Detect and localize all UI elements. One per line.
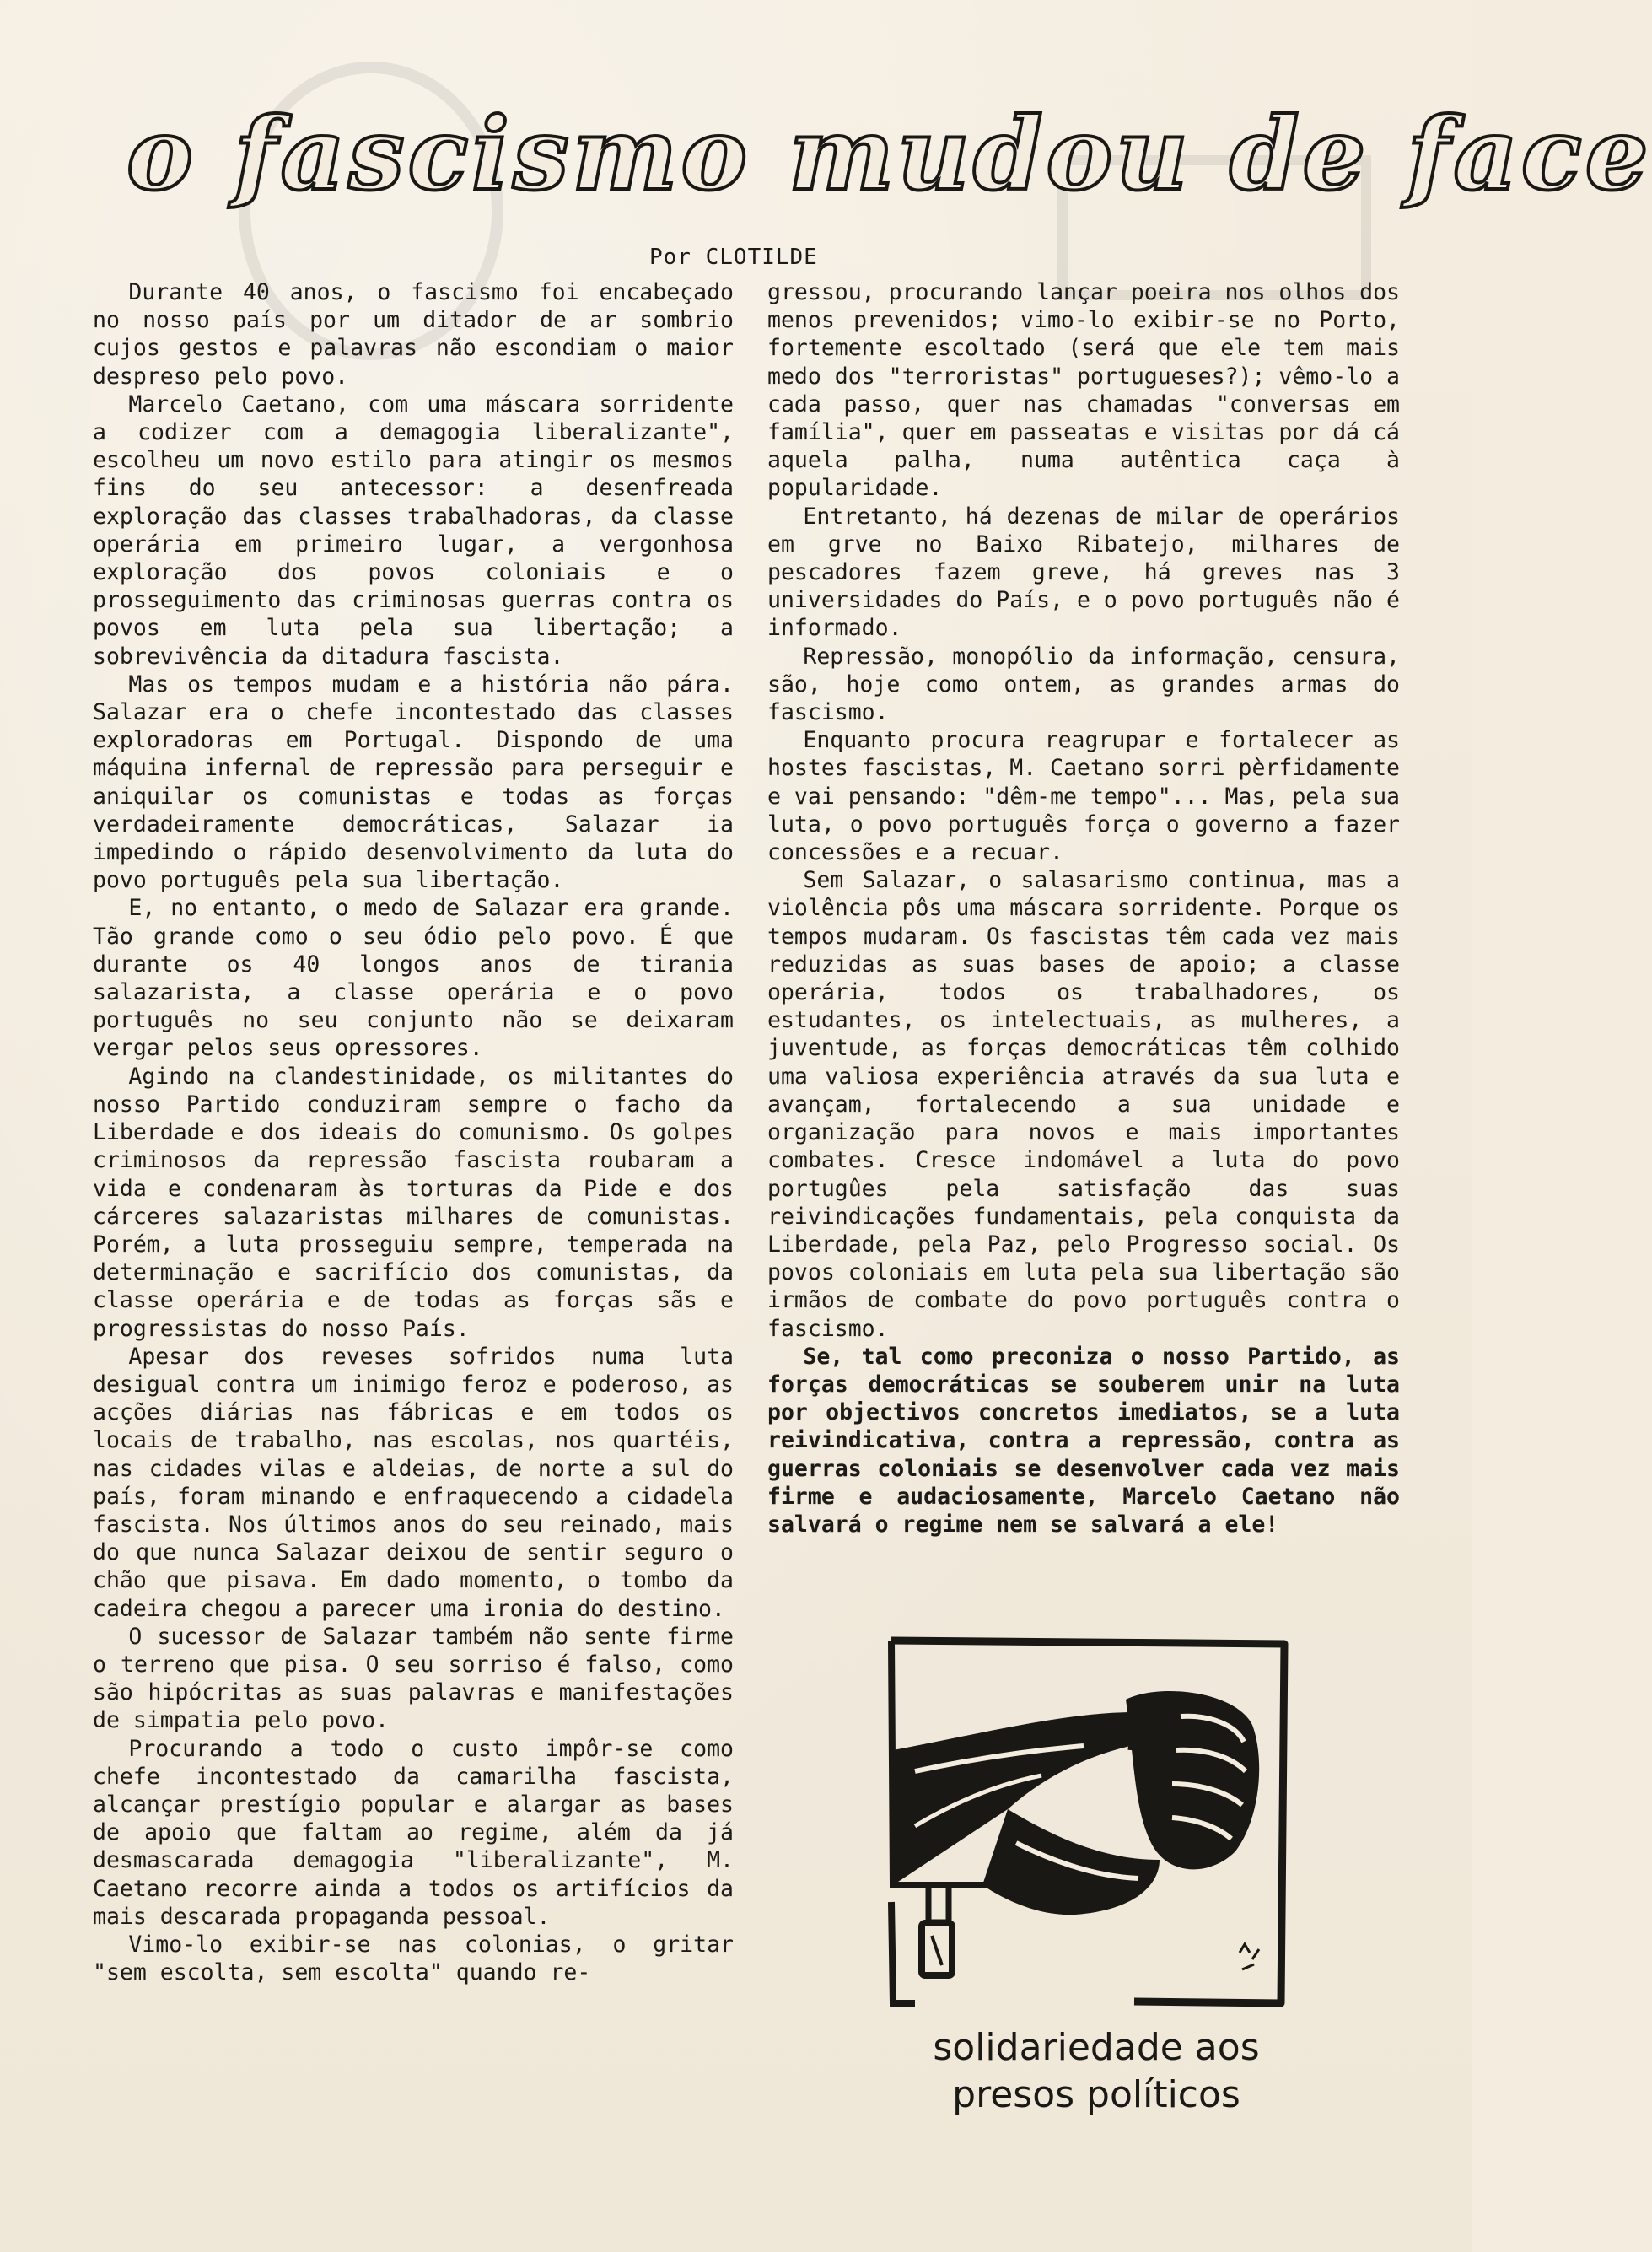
caption-line: solidariedade aos	[933, 2026, 1260, 2069]
paragraph: O sucessor de Salazar também não sente firme o terreno que pisa. O seu sorriso é falso, como são hipócritas as suas palavras e manifestações de simpatia pelo povo.	[93, 1623, 734, 1734]
right-column	[767, 278, 1400, 1538]
paragraph: Mas os tempos mudam e a história não pára. Salazar era o chefe incontestado das classes exploradoras em Portugal. Dispondo de uma máquina infernal de repressão para perseguir e aniquilar os comunistas e todas as forças verdadeiramente democráticas, Salazar ia impedindo o rápido desenvolvimento da luta do povo português pela sua libertação.	[93, 671, 734, 894]
paragraph: Marcelo Caetano, com uma máscara sorridente a codizer com a demagogia liberalizante", escolheu um novo estilo para atingir os mesmos fins do seu antecessor: a desenfreada exploração das classes trabalhadoras, da classe operária em primeiro lugar, a vergonhosa exploração dos povos coloniais e o prosseguimento das criminosas guerras contra os povos em luta pela sua libertação; a sobrevivência da ditadura fascista.	[93, 391, 734, 670]
paragraph: E, no entanto, o medo de Salazar era grande. Tão grande como o seu ódio pelo povo. É que durante os 40 longos anos de tirania salazarista, a classe operária e o povo português no seu conjunto não se deixaram vergar pelos seus opressores.	[93, 895, 734, 1062]
paragraph: Entretanto, há dezenas de milar de operários em grve no Baixo Ribatejo, milhares de pescadores fazem greve, há greves nas 3 universidades do País, e o povo português não é informado.	[767, 503, 1400, 642]
illustration-caption	[877, 2024, 1316, 2119]
caption-line: presos políticos	[952, 2073, 1240, 2116]
paragraph: Vimo-lo exibir-se nas colonias, o gritar "sem escolta, sem escolta" quando re-	[93, 1931, 734, 1986]
paragraph: Repressão, monopólio da informação, censura, são, hoje como ontem, as grandes armas do fascismo.	[767, 643, 1400, 726]
fist-breaking-chain-icon	[881, 1632, 1294, 2012]
solidarity-illustration	[881, 1632, 1294, 2012]
left-column	[93, 278, 734, 1986]
paragraph: Durante 40 anos, o fascismo foi encabeçado no nosso país por um ditador de ar sombrio cujos gestos e palavras não escondiam o maior despreso pelo povo.	[93, 279, 734, 390]
paragraph: gressou, procurando lançar poeira nos olhos dos menos prevenidos; vimo-lo exibir-se no Porto, fortemente escoltado (será que ele tem mais medo dos "terroristas" portugueses?); vêmo-lo a cada passo, quer nas chamadas "conversas em família", quer em passeatas e visitas por dá cá aquela palha, numa autêntica caça à popularidade.	[767, 279, 1400, 502]
paragraph: Apesar dos reveses sofridos numa luta desigual contra um inimigo feroz e poderoso, as acções diárias nas fábricas e em todos os locais de trabalho, nas escolas, nos quartéis, nas cidades vilas e aldeias, de norte a sul do país, foram minando e enfraquecendo a cidadela fascista. Nos últimos anos do seu reinado, mais do que nunca Salazar deixou de sentir seguro o chão que pisava. Em dado momento, o tombo da cadeira chegou a parecer uma ironia do destino.	[93, 1343, 734, 1622]
byline: Por CLOTILDE	[649, 245, 818, 270]
paragraph: Agindo na clandestinidade, os militantes do nosso Partido conduziram sempre o facho da Liberdade e dos ideais do comunismo. Os golpes criminosos da repressão fascista roubaram a vida e condenaram às torturas da Pide e dos cárceres salazaristas milhares de comunistas. Porém, a luta prosseguiu sempre, temperada na determinação e sacrifício dos comunistas, da classe operária e de todas as forças sãs e progressistas do nosso País.	[93, 1063, 734, 1342]
article-title: o fascismo mudou de face	[126, 95, 1652, 213]
paragraph: Se, tal como preconiza o nosso Partido, as forças democráticas se souberem unir na luta por objectivos concretos imediatos, se a luta reivindicativa, contra a repressão, contra as guerras coloniais se desenvolver cada vez mais firme e audaciosamente, Marcelo Caetano não salvará o regime nem se salvará a ele!	[767, 1343, 1400, 1538]
paragraph: Enquanto procura reagrupar e fortalecer as hostes fascistas, M. Caetano sorri pèrfidamente e vai pensando: "dêm-me tempo"... Mas, pela sua luta, o povo português força o governo a fazer concessões e a recuar.	[767, 727, 1400, 866]
paragraph: Procurando a todo o custo impôr-se como chefe incontestado da camarilha fascista, alcançar prestígio popular e alargar as bases de apoio que faltam ao regime, além da já desmascarada demagogia "liberalizante", M. Caetano recorre ainda a todos os artifícios da mais descarada propaganda pessoal.	[93, 1735, 734, 1930]
paragraph: Sem Salazar, o salasarismo continua, mas a violência pôs uma máscara sorridente. Porque os tempos mudaram. Os fascistas têm cada vez mais reduzidas as suas bases de apoio; a classe operária, todos os trabalhadores, os estudantes, os intelectuais, as mulheres, a juventude, as forças democráticas têm colhido uma valiosa experiência através da sua luta e avançam, fortalecendo a sua unidade e organização para novos e mais importantes combates. Cresce indomável a luta do povo portugûes pela satisfação das suas reivindicações fundamentais, pela conquista da Liberdade, pela Paz, pelo Progresso social. Os povos coloniais em luta pela sua libertação são irmãos de combate do povo português contra o fascismo.	[767, 867, 1400, 1342]
